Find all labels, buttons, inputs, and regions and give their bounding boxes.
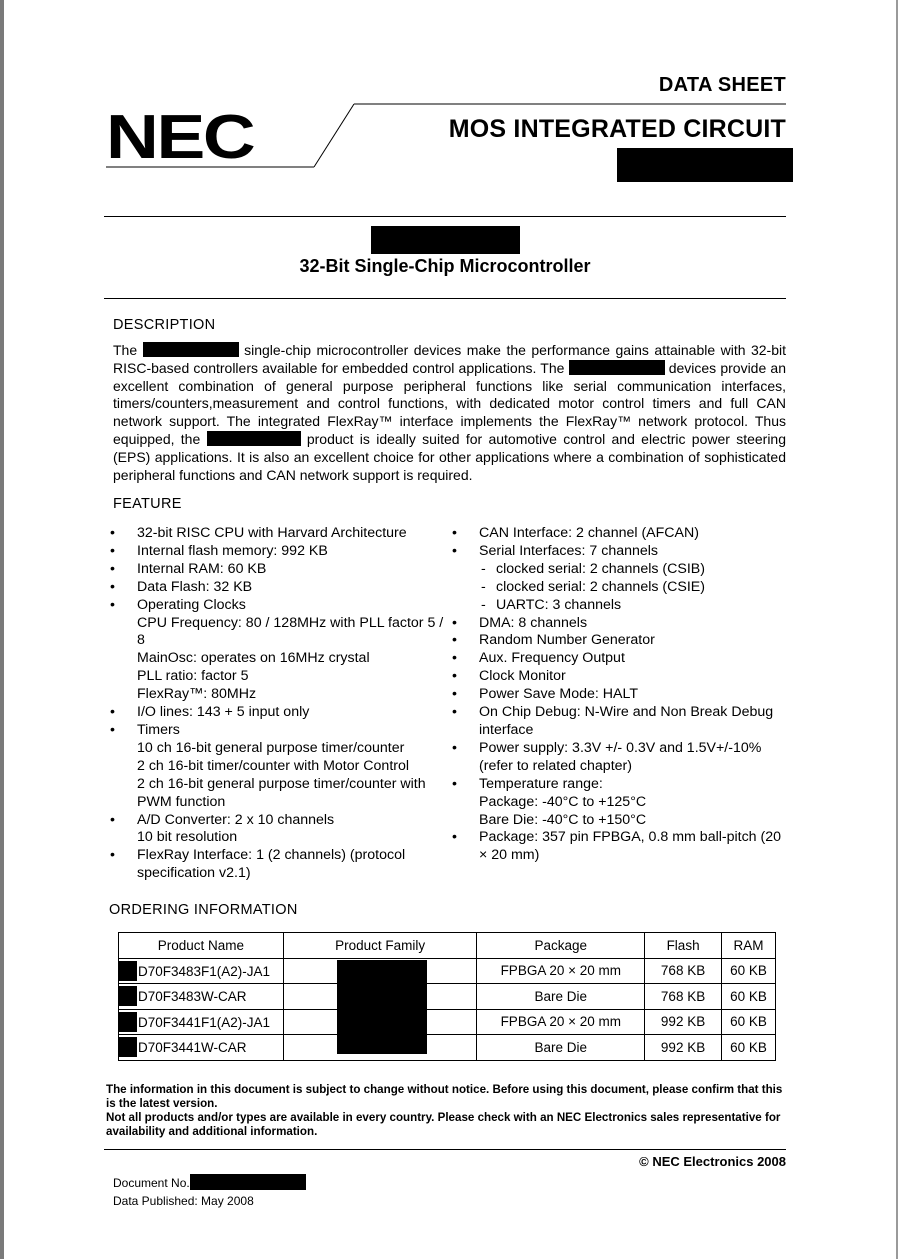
feature-list-right	[479, 525, 784, 865]
feature-item: • CAN Interface: 2 channel (AFCAN)	[479, 525, 784, 543]
table-header-row	[119, 933, 776, 959]
flash-cell: 992 KB	[645, 1009, 722, 1035]
table-row	[119, 1009, 776, 1035]
feature-item: • On Chip Debug: N-Wire and Non Break Debug interface	[479, 704, 784, 740]
column-header: Flash	[645, 933, 722, 959]
redacted-part-number	[617, 148, 793, 182]
feature-subitem: 2 ch 16-bit timer/counter with Motor Control	[137, 757, 410, 774]
ordering-heading: ORDERING INFORMATION	[109, 902, 298, 918]
column-header: Product Name	[119, 933, 284, 959]
description-text: The	[113, 342, 143, 358]
feature-item: • Internal RAM: 60 KB	[137, 561, 447, 579]
feature-subitem: 2 ch 16-bit general purpose timer/counter with PWM function	[137, 775, 426, 810]
flash-cell: 768 KB	[645, 958, 722, 984]
product-name-cell	[119, 1009, 284, 1035]
redacted-prefix	[119, 961, 137, 981]
page-border-left	[0, 0, 4, 1259]
feature-subitem: 10 ch 16-bit general purpose timer/counter	[137, 739, 405, 756]
redacted-product-family	[337, 960, 427, 1054]
redacted-device	[569, 360, 665, 375]
mos-title: MOS INTEGRATED CIRCUIT	[448, 115, 786, 143]
table-row	[119, 958, 776, 984]
feature-subitem: 10 bit resolution	[137, 829, 238, 846]
feature-item: • Package: 357 pin FPBGA, 0.8 mm ball-pitch (20 × 20 mm)	[479, 829, 784, 865]
feature-subitem: - clocked serial: 2 channels (CSIB)	[479, 561, 784, 579]
ram-cell: 60 KB	[722, 1009, 776, 1035]
package-cell: Bare Die	[477, 984, 645, 1010]
product-name-cell	[119, 984, 284, 1010]
feature-item: • Clock Monitor	[479, 668, 784, 686]
redacted-prefix	[119, 1012, 137, 1032]
ram-cell: 60 KB	[722, 958, 776, 984]
feature-subitem: - clocked serial: 2 channels (CSIE)	[479, 579, 784, 597]
ram-cell: 60 KB	[722, 984, 776, 1010]
feature-item: • DMA: 8 channels	[479, 615, 784, 633]
description-text: devices provide an excellent combination of general purpose peripheral functions like serial communication interfaces, timers/counters,measurement and control functions, with dedicated motor control timers and full CAN network support. The integrated FlexRay™ interface implements the FlexRay™ network protocol. Thus equipped, the	[113, 359, 786, 447]
page-border-right	[896, 0, 898, 1259]
column-header: Product Family	[283, 933, 477, 959]
redacted-device	[143, 342, 239, 357]
feature-item: • FlexRay Interface: 1 (2 channels) (protocol specification v2.1)	[137, 847, 447, 883]
divider-subtitle	[104, 298, 786, 299]
ordering-table	[118, 932, 776, 1061]
feature-item: • 32-bit RISC CPU with Harvard Architecture	[137, 525, 447, 543]
description-heading: DESCRIPTION	[113, 317, 216, 333]
column-header: Package	[477, 933, 645, 959]
description-text: product is ideally suited for automotive control and electric power steering (EPS) applications. It is also an excellent choice for other applications where a combination of sophisticated peripheral functions and CAN network support is required.	[113, 430, 787, 483]
flash-cell: 992 KB	[645, 1035, 722, 1061]
feature-item: • Aux. Frequency Output	[479, 650, 784, 668]
feature-subitem: FlexRay™: 80MHz	[137, 686, 257, 703]
product-name: D70F3483F1(A2)-JA1	[138, 963, 271, 979]
feature-item: • I/O lines: 143 + 5 input only	[137, 704, 447, 722]
feature-subitem: - UARTC: 3 channels	[479, 597, 784, 615]
description-text: single-chip microcontroller devices make the performance gains attainable with 32-bit RISC-based controllers available for embedded control applications. The	[113, 342, 786, 376]
product-name: D70F3441W-CAR	[138, 1040, 247, 1056]
notice-text	[106, 1083, 786, 1139]
datasheet-label: DATA SHEET	[658, 74, 786, 96]
feature-item: • Data Flash: 32 KB	[137, 579, 447, 597]
feature-heading: FEATURE	[113, 496, 182, 512]
copyright: © NEC Electronics 2008	[639, 1154, 786, 1169]
feature-item: • Timers	[137, 722, 447, 740]
feature-subitem: Bare Die: -40°C to +150°C	[479, 811, 647, 828]
package-cell: Bare Die	[477, 1035, 645, 1061]
product-name-cell	[119, 1035, 284, 1061]
redacted-prefix	[119, 1037, 137, 1057]
product-name-cell	[119, 958, 284, 984]
product-name: D70F3483W-CAR	[138, 989, 247, 1005]
feature-subitem: PLL ratio: factor 5	[137, 668, 249, 685]
ram-cell: 60 KB	[722, 1035, 776, 1061]
feature-item: • A/D Converter: 2 x 10 channels	[137, 812, 447, 830]
table-row	[119, 1035, 776, 1061]
redacted-document-number	[190, 1174, 306, 1190]
feature-item: • Internal flash memory: 992 KB	[137, 543, 447, 561]
feature-item: • Power supply: 3.3V +/- 0.3V and 1.5V+/-10% (refer to related chapter)	[479, 740, 784, 776]
package-cell: FPBGA 20 × 20 mm	[477, 1009, 645, 1035]
nec-logo: NEC	[106, 103, 254, 172]
publish-date: Data Published: May 2008	[113, 1194, 254, 1208]
table-row	[119, 984, 776, 1010]
redacted-prefix	[119, 986, 137, 1006]
feature-list-left	[137, 525, 447, 883]
feature-item: • Random Number Generator	[479, 632, 784, 650]
notice-line: Not all products and/or types are available in every country. Please check with an NEC Electronics sales representative for availability and additional information.	[106, 1111, 781, 1138]
product-name: D70F3441F1(A2)-JA1	[138, 1014, 271, 1030]
document-number-label: Document No.	[113, 1176, 190, 1190]
package-cell: FPBGA 20 × 20 mm	[477, 958, 645, 984]
feature-subitem: Package: -40°C to +125°C	[479, 793, 647, 810]
feature-item: • Power Save Mode: HALT	[479, 686, 784, 704]
notice-line: The information in this document is subject to change without notice. Before using this document, please confirm that this is the latest version.	[106, 1083, 783, 1110]
redacted-device-name	[371, 226, 520, 254]
feature-subitem: MainOsc: operates on 16MHz crystal	[137, 650, 370, 667]
feature-subitem: CPU Frequency: 80 / 128MHz with PLL factor 5 / 8	[137, 614, 444, 649]
divider-footer	[104, 1149, 786, 1150]
feature-item: • Serial Interfaces: 7 channels	[479, 543, 784, 561]
divider-top	[104, 216, 786, 217]
feature-item: • Operating Clocks	[137, 597, 447, 615]
flash-cell: 768 KB	[645, 984, 722, 1010]
feature-item: • Temperature range:	[479, 776, 784, 794]
document-subtitle: 32-Bit Single-Chip Microcontroller	[299, 256, 591, 276]
redacted-device	[207, 431, 301, 446]
column-header: RAM	[722, 933, 776, 959]
description-body	[113, 342, 786, 484]
